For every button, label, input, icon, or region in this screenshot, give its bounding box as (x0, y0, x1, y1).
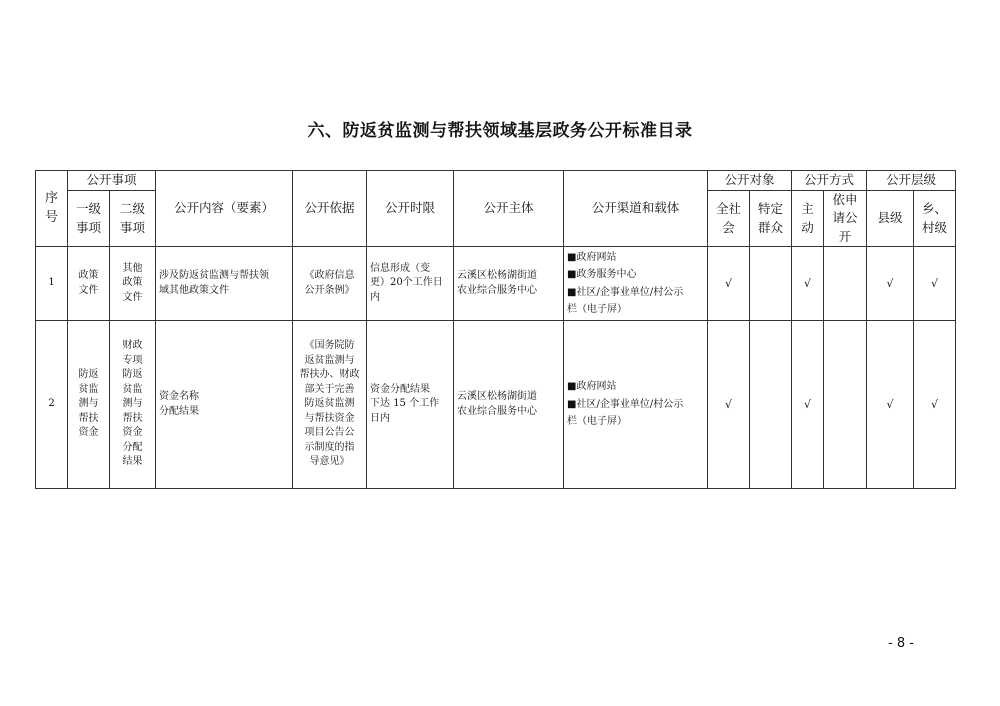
row-audience-specific (750, 247, 792, 321)
header-level-town: 乡、 村级 (914, 191, 956, 247)
row-seq: 1 (36, 247, 68, 321)
row-time-limit: 信息形成（变 更）20个工作日 内 (367, 247, 454, 321)
header-channels: 公开渠道和载体 (564, 171, 708, 247)
header-basis: 公开依据 (293, 171, 367, 247)
row-method-apply (824, 321, 867, 489)
row-level2: 财政 专项 防返 贫监 测与 帮扶 资金 分配 结果 (110, 321, 156, 489)
row-level1: 政策 文件 (68, 247, 110, 321)
header-seq: 序 号 (36, 171, 68, 247)
row-level2: 其他 政策 文件 (110, 247, 156, 321)
channel-item: ■社区/企事业单位/村公示 (567, 286, 684, 298)
row-method-apply (824, 247, 867, 321)
table-row (36, 321, 956, 489)
header-method-active: 主 动 (792, 191, 824, 247)
row-level-town: √ (914, 247, 956, 321)
disclosure-catalog-table (35, 170, 956, 489)
header-time-limit: 公开时限 (367, 171, 454, 247)
channel-item: ■政府网站 (567, 381, 617, 393)
row-level-county: √ (867, 321, 914, 489)
header-subject: 公开主体 (454, 171, 564, 247)
row-audience-all: √ (708, 321, 750, 489)
row-content: 资金名称 分配结果 (156, 321, 293, 489)
row-method-active: √ (792, 247, 824, 321)
row-level-town: √ (914, 321, 956, 489)
header-method-apply: 依申 请公 开 (824, 191, 867, 247)
row-audience-specific (750, 321, 792, 489)
channel-item: ■社区/企事业单位/村公示 (567, 398, 684, 410)
header-method-group: 公开方式 (792, 171, 867, 191)
header-level-county: 县级 (867, 191, 914, 247)
header-audience-specific: 特定 群众 (750, 191, 792, 247)
row-channels (564, 247, 708, 321)
header-audience-group: 公开对象 (708, 171, 792, 191)
row-level-county: √ (867, 247, 914, 321)
header-level1: 一级 事项 (68, 191, 110, 247)
row-basis: 《政府信息 公开条例》 (293, 247, 367, 321)
header-content: 公开内容（要素） (156, 171, 293, 247)
header-matter-group: 公开事项 (68, 171, 156, 191)
page-number: - 8 - (888, 636, 914, 651)
page-title: 六、防返贫监测与帮扶领域基层政务公开标准目录 (307, 121, 693, 141)
channel-item: 栏（电子屏） (567, 416, 628, 428)
row-basis: 《国务院防 返贫监测与 帮扶办、财政 部关于完善 防返贫监测 与帮扶资金 项目公告公 示制度的指 导意见》 (293, 321, 367, 489)
row-time-limit: 资金分配结果 下达 15 个工作 日内 (367, 321, 454, 489)
row-subject: 云溪区松杨湖街道 农业综合服务中心 (454, 247, 564, 321)
header-level-group: 公开层级 (867, 171, 956, 191)
channel-item: ■政务服务中心 (567, 269, 637, 280)
row-seq: 2 (36, 321, 68, 489)
header-audience-all: 全社 会 (708, 191, 750, 247)
row-method-active: √ (792, 321, 824, 489)
row-channels (564, 321, 708, 489)
row-audience-all: √ (708, 247, 750, 321)
row-subject: 云溪区松杨湖街道 农业综合服务中心 (454, 321, 564, 489)
row-content: 涉及防返贫监测与帮扶领 域其他政策文件 (156, 247, 293, 321)
channel-item: 栏（电子屏） (567, 304, 628, 315)
table-row (36, 247, 956, 321)
row-level1: 防返 贫监 测与 帮扶 资金 (68, 321, 110, 489)
channel-item: ■政府网站 (567, 251, 617, 263)
header-level2: 二级 事项 (110, 191, 156, 247)
